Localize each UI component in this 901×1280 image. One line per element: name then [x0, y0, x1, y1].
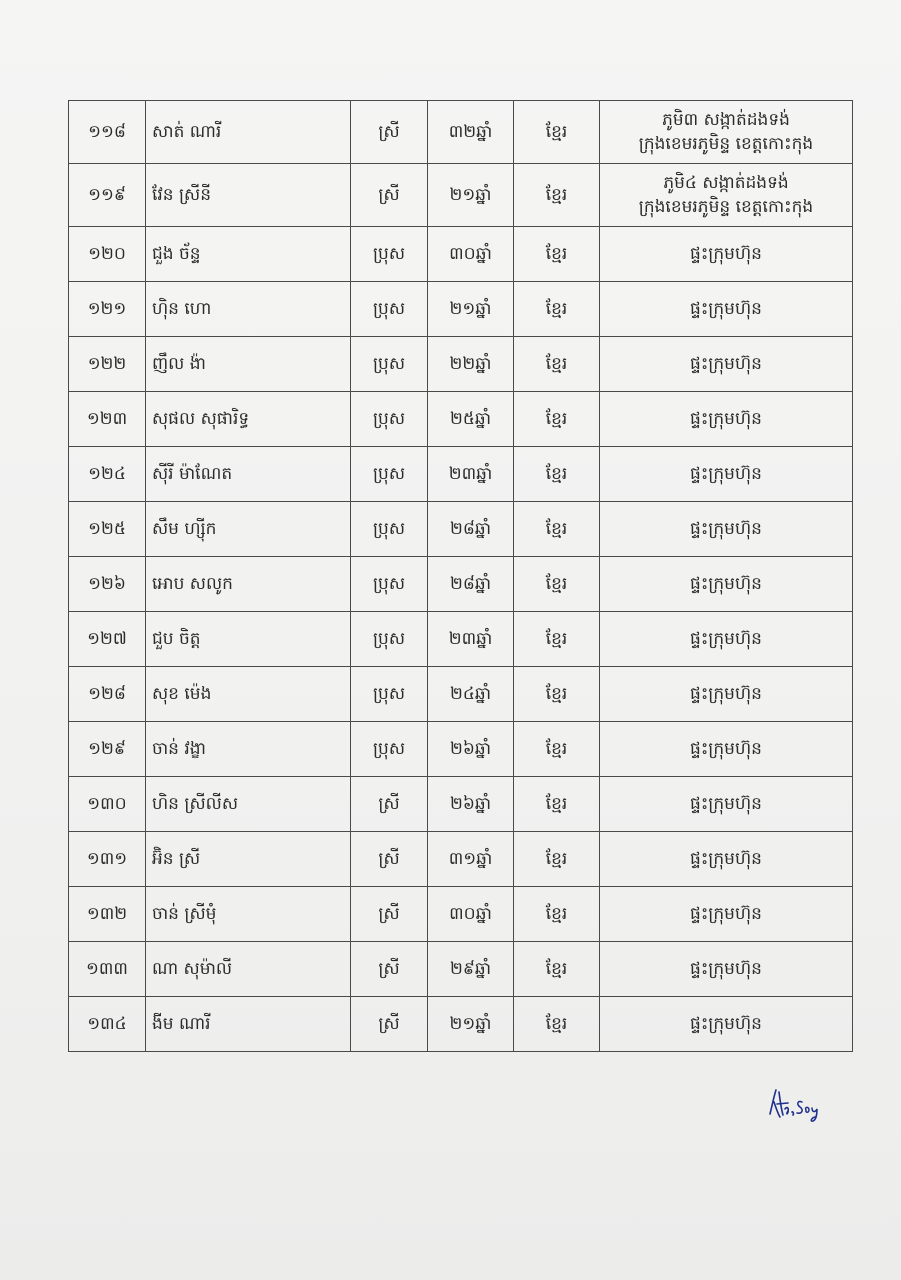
- address-cell: [600, 101, 853, 164]
- address-line-1: ផ្ទះក្រុមហ៊ុន: [690, 299, 762, 319]
- name-cell: ចាន់ ស្រីមុំ: [146, 887, 351, 942]
- sex-cell: ប្រុស: [351, 722, 428, 777]
- name-cell: ហិន ស្រីលីស: [146, 777, 351, 832]
- name-cell: ញឹល ង៉ា: [146, 337, 351, 392]
- address-line-2: ក្រុងខេមរភូមិន្ទ ខេត្តកោះកុង: [638, 134, 814, 154]
- row-number-cell: ១២៨: [69, 667, 146, 722]
- name-cell: ងីម ណារី: [146, 997, 351, 1052]
- age-cell: ២១ឆ្នាំ: [428, 164, 514, 227]
- name-cell: ហ៊ិន ហោ: [146, 282, 351, 337]
- address-line-1: ភូមិ៣ សង្កាត់ដងទង់: [662, 110, 790, 130]
- address-cell: [600, 832, 853, 887]
- registry-table-body: [69, 101, 853, 1052]
- age-cell: ២៩ឆ្នាំ: [428, 942, 514, 997]
- sex-cell: ប្រុស: [351, 502, 428, 557]
- age-cell: ២៥ឆ្នាំ: [428, 392, 514, 447]
- address-cell: [600, 667, 853, 722]
- name-cell: ស៊ីរី ម៉ាណែត: [146, 447, 351, 502]
- sex-cell: ប្រុស: [351, 612, 428, 667]
- address-cell: [600, 557, 853, 612]
- sex-cell: ប្រុស: [351, 447, 428, 502]
- row-number-cell: ១២៤: [69, 447, 146, 502]
- address-line-1: ភូមិ៤ សង្កាត់ដងទង់: [663, 173, 789, 193]
- row-number-cell: ១២៧: [69, 612, 146, 667]
- age-cell: ២៨ឆ្នាំ: [428, 502, 514, 557]
- address-cell: [600, 997, 853, 1052]
- address-line-1: ផ្ទះក្រុមហ៊ុន: [690, 409, 762, 429]
- table-row: [69, 227, 853, 282]
- sex-cell: ប្រុស: [351, 227, 428, 282]
- table-row: [69, 887, 853, 942]
- address-cell: [600, 777, 853, 832]
- address-line-1: ផ្ទះក្រុមហ៊ុន: [690, 1014, 762, 1034]
- address-line-1: ផ្ទះក្រុមហ៊ុន: [690, 464, 762, 484]
- sex-cell: ប្រុស: [351, 337, 428, 392]
- name-cell: ជួង ច័ន្ទ: [146, 227, 351, 282]
- table-row: [69, 282, 853, 337]
- address-line-1: ផ្ទះក្រុមហ៊ុន: [690, 794, 762, 814]
- age-cell: ២១ឆ្នាំ: [428, 282, 514, 337]
- address-line-1: ផ្ទះក្រុមហ៊ុន: [690, 629, 762, 649]
- table-row: [69, 832, 853, 887]
- table-row: [69, 101, 853, 164]
- address-line-1: ផ្ទះក្រុមហ៊ុន: [690, 959, 762, 979]
- nationality-cell: ខ្មែរ: [514, 227, 600, 282]
- name-cell: សុផល សុផារិទ្ធ: [146, 392, 351, 447]
- row-number-cell: ១២៦: [69, 557, 146, 612]
- nationality-cell: ខ្មែរ: [514, 667, 600, 722]
- table-row: [69, 557, 853, 612]
- age-cell: ៣០ឆ្នាំ: [428, 887, 514, 942]
- row-number-cell: ១៣២: [69, 887, 146, 942]
- sex-cell: ស្រី: [351, 997, 428, 1052]
- age-cell: ២៦ឆ្នាំ: [428, 722, 514, 777]
- nationality-cell: ខ្មែរ: [514, 164, 600, 227]
- address-cell: [600, 942, 853, 997]
- nationality-cell: ខ្មែរ: [514, 777, 600, 832]
- sex-cell: ស្រី: [351, 101, 428, 164]
- address-line-1: ផ្ទះក្រុមហ៊ុន: [690, 244, 762, 264]
- nationality-cell: ខ្មែរ: [514, 337, 600, 392]
- name-cell: ជួប ចិត្ត: [146, 612, 351, 667]
- address-line-2: ក្រុងខេមរភូមិន្ទ ខេត្តកោះកុង: [638, 197, 814, 217]
- name-cell: សាត់ ណារី: [146, 101, 351, 164]
- registry-table: [68, 100, 853, 1052]
- address-cell: [600, 887, 853, 942]
- row-number-cell: ១២៩: [69, 722, 146, 777]
- row-number-cell: ១៣៤: [69, 997, 146, 1052]
- age-cell: ២៣ឆ្នាំ: [428, 612, 514, 667]
- address-line-1: ផ្ទះក្រុមហ៊ុន: [690, 574, 762, 594]
- row-number-cell: ១២១: [69, 282, 146, 337]
- sex-cell: ប្រុស: [351, 557, 428, 612]
- address-cell: [600, 227, 853, 282]
- row-number-cell: ១៣០: [69, 777, 146, 832]
- address-cell: [600, 392, 853, 447]
- address-line-1: ផ្ទះក្រុមហ៊ុន: [690, 739, 762, 759]
- nationality-cell: ខ្មែរ: [514, 447, 600, 502]
- table-row: [69, 722, 853, 777]
- address-cell: [600, 164, 853, 227]
- sex-cell: ប្រុស: [351, 667, 428, 722]
- age-cell: ២៨ឆ្នាំ: [428, 557, 514, 612]
- row-number-cell: ១៣១: [69, 832, 146, 887]
- name-cell: អោប សលូក: [146, 557, 351, 612]
- address-line-1: ផ្ទះក្រុមហ៊ុន: [690, 904, 762, 924]
- age-cell: ២៤ឆ្នាំ: [428, 667, 514, 722]
- table-row: [69, 667, 853, 722]
- nationality-cell: ខ្មែរ: [514, 282, 600, 337]
- address-line-1: ផ្ទះក្រុមហ៊ុន: [690, 849, 762, 869]
- table-row: [69, 942, 853, 997]
- address-line-1: ផ្ទះក្រុមហ៊ុន: [690, 519, 762, 539]
- age-cell: ២១ឆ្នាំ: [428, 997, 514, 1052]
- sex-cell: ស្រី: [351, 777, 428, 832]
- table-row: [69, 447, 853, 502]
- age-cell: ២២ឆ្នាំ: [428, 337, 514, 392]
- nationality-cell: ខ្មែរ: [514, 392, 600, 447]
- handwritten-signature: [764, 1084, 834, 1124]
- address-cell: [600, 282, 853, 337]
- row-number-cell: ១៣៣: [69, 942, 146, 997]
- table-row: [69, 997, 853, 1052]
- name-cell: វែន ស្រីនី: [146, 164, 351, 227]
- sex-cell: ស្រី: [351, 942, 428, 997]
- nationality-cell: ខ្មែរ: [514, 942, 600, 997]
- address-line-1: ផ្ទះក្រុមហ៊ុន: [690, 354, 762, 374]
- table-row: [69, 392, 853, 447]
- nationality-cell: ខ្មែរ: [514, 101, 600, 164]
- address-cell: [600, 337, 853, 392]
- nationality-cell: ខ្មែរ: [514, 832, 600, 887]
- address-cell: [600, 502, 853, 557]
- table-row: [69, 612, 853, 667]
- sex-cell: ស្រី: [351, 887, 428, 942]
- nationality-cell: ខ្មែរ: [514, 502, 600, 557]
- row-number-cell: ១១៨: [69, 101, 146, 164]
- name-cell: ចាន់ វង្ខា: [146, 722, 351, 777]
- nationality-cell: ខ្មែរ: [514, 887, 600, 942]
- sex-cell: ប្រុស: [351, 392, 428, 447]
- address-cell: [600, 612, 853, 667]
- nationality-cell: ខ្មែរ: [514, 997, 600, 1052]
- age-cell: ៣០ឆ្នាំ: [428, 227, 514, 282]
- row-number-cell: ១១៩: [69, 164, 146, 227]
- age-cell: ៣២ឆ្នាំ: [428, 101, 514, 164]
- name-cell: អ៊ិន ស្រី: [146, 832, 351, 887]
- age-cell: ២៦ឆ្នាំ: [428, 777, 514, 832]
- row-number-cell: ១២២: [69, 337, 146, 392]
- nationality-cell: ខ្មែរ: [514, 612, 600, 667]
- row-number-cell: ១២៥: [69, 502, 146, 557]
- age-cell: ៣១ឆ្នាំ: [428, 832, 514, 887]
- row-number-cell: ១២៣: [69, 392, 146, 447]
- row-number-cell: ១២០: [69, 227, 146, 282]
- table-row: [69, 337, 853, 392]
- nationality-cell: ខ្មែរ: [514, 722, 600, 777]
- address-cell: [600, 722, 853, 777]
- name-cell: សុខ ម៉េង: [146, 667, 351, 722]
- nationality-cell: ខ្មែរ: [514, 557, 600, 612]
- sex-cell: ស្រី: [351, 164, 428, 227]
- name-cell: ណា សុម៉ាលី: [146, 942, 351, 997]
- table-row: [69, 164, 853, 227]
- sex-cell: ស្រី: [351, 832, 428, 887]
- table-row: [69, 777, 853, 832]
- age-cell: ២៣ឆ្នាំ: [428, 447, 514, 502]
- name-cell: សឹម ហ្សុីក: [146, 502, 351, 557]
- address-cell: [600, 447, 853, 502]
- address-line-1: ផ្ទះក្រុមហ៊ុន: [690, 684, 762, 704]
- table-row: [69, 502, 853, 557]
- sex-cell: ប្រុស: [351, 282, 428, 337]
